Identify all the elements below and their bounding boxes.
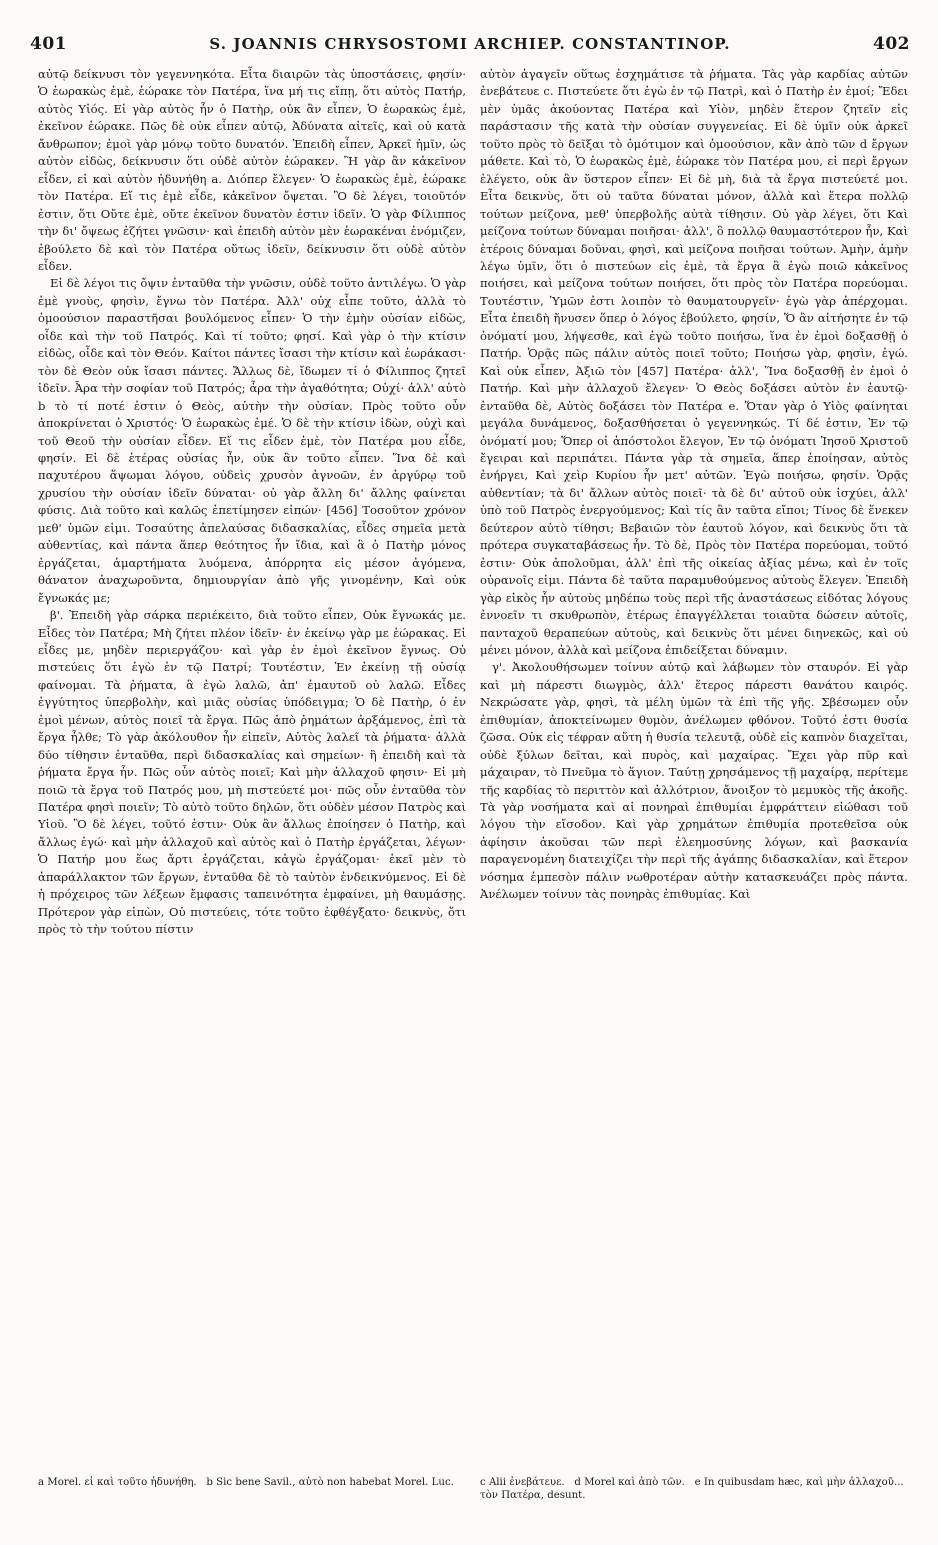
paragraph: Εἰ δὲ λέγοι τις ὄψιν ἐνταῦθα τὴν γνῶσιν, οὐδὲ τοῦτο ἀντιλέγω. Ὁ γὰρ ἐμὲ γνοὺς, φησὶν, ἔγνω τὸν Πατέρα. Ἀλλ' οὐχ εἶπε τοῦτο, ἀλλὰ τὸ ὁμοούσιον παραστῆσαι βουλόμενος εἶπεν· Ὁ τὴν ἐμὴν οὐσίαν εἰδὼς, οἶδε καὶ τὴν τοῦ Πατρός. Καὶ τί τοῦτο; φησί. Καὶ γὰρ ὁ τὴν κτίσιν εἰδὼς, οἶδε καὶ τὸν Θεόν. Καίτοι πάντες ἴσασι τὴν κτίσιν καὶ ἑωράκασι· τὸν δὲ Θεὸν οὐκ ἴσασι πάντες. Ἄλλως δὲ, ἴδωμεν τί ὁ Φίλιππος ζητεῖ ἰδεῖν. Ἆρα τὴν σοφίαν τοῦ Πατρός; ἆρα τὴν ἀγαθότητα; Οὐχί· ἀλλ' αὐτὸ b τὸ τί ποτέ ἐστιν ὁ Θεὸς, αὐτὴν τὴν οὐσίαν. Πρὸς τοῦτο οὖν ἀποκρίνεται ὁ Χριστός· Ὁ ἑωρακὼς ἐμέ. Ὁ δὲ τὴν κτίσιν ἰδὼν, οὐχὶ καὶ τοῦ Θεοῦ τὴν οὐσίαν εἶδεν. Εἴ τις εἶδεν ἐμὲ, τὸν Πατέρα μου εἶδε, φησίν. Εἰ δὲ ἑτέρας οὐσίας ἦν, οὐκ ἂν τοῦτο εἶπεν. Ἵνα δὲ καὶ παχυτέρου ἅψωμαι λόγου, οὐδεὶς χρυσὸν ἀγνοῶν, ἐν ἀργύρῳ τοῦ χρυσίου τὴν οὐσίαν ἰδεῖν δύναται· οὐ γὰρ ἄλλη δι' ἄλλης φαίνεται φύσις. Διὰ τοῦτο καὶ καλῶς ἐπετίμησεν εἰπών· [456] Τοσοῦτον χρόνον μεθ' ὑμῶν εἰμι. Τοσαύτης ἀπελαύσας διδασκαλίας, εἶδες σημεῖα μετὰ αὐθεντίας, καὶ πάντα ἅπερ θεότητος ἦν ἴδια, καὶ ἃ ὁ Πατὴρ μόνος ἐργάζεται, ἁμαρτήματα λυόμενα, ἀπόρρητα εἰς μέσον ἀγόμενα, θάνατον ἀναχωροῦντα, δημιουργίαν ἀπὸ γῆς γινομένην, Καὶ οὐκ ἔγνωκάς με; [38,276,466,605]
section-paragraph: β'. Ἐπειδὴ γὰρ σάρκα περιέκειτο, διὰ τοῦτο εἶπεν, Οὐκ ἔγνωκάς με. Εἶδες τὸν Πατέρα; Μὴ ζήτει πλέον ἰδεῖν· ἐν ἐκείνῳ γὰρ με ἑώρακας. Εἰ εἶδες με, μηδὲν περιεργάζου· καὶ γὰρ ἐν ἐμοὶ ἐκεῖνον ἔγνως. Οὐ πιστεύεις ὅτι ἐγὼ ἐν τῷ Πατρί; Τουτέστιν, Ἐν ἐκείνῃ τῇ οὐσίᾳ φαίνομαι. Τὰ ῥήματα, ἃ ἐγὼ λαλῶ, ἀπ' ἐμαυτοῦ οὐ λαλῶ. Εἶδες ἐγγύτητος ὑπερβολὴν, καὶ μιᾶς οὐσίας ὑπόδειγμα; Ὁ δὲ Πατὴρ, ὁ ἐν ἐμοὶ μένων, αὐτὸς ποιεῖ τὰ ἔργα. Πῶς ἀπὸ ῥημάτων ἀρξάμενος, ἐπὶ τὰ ἔργα ἦλθε; Τὸ γὰρ ἀκόλουθον ἦν εἰπεῖν, Αὐτὸς λαλεῖ τὰ ῥήματα· ἀλλὰ δύο τίθησιν ἐνταῦθα, περὶ διδασκαλίας καὶ σημείων· ἢ ἐπειδὴ καὶ τὰ ῥήματα ἔργα ἦν. Πῶς οὖν αὐτὸς ποιεῖ; Καὶ μὴν ἀλλαχοῦ φησιν· Εἰ μὴ ποιῶ τὰ ἔργα τοῦ Πατρός μου, μὴ πιστεύετέ μοι· πῶς οὖν ἐνταῦθα τὸν Πατέρα φησὶ ποιεῖν; Τὸ αὐτὸ τοῦτο δηλῶν, ὅτι οὐδὲν μέσον Πατρὸς καὶ Υἱοῦ. Ὃ δὲ λέγει, τοῦτό ἐστιν· Οὐκ ἂν ἄλλως ἐποίησεν ὁ Πατὴρ, καὶ ἄλλως ἐγώ· καὶ μὴν ἀλλαχοῦ καὶ αὐτὸς καὶ ὁ Πατὴρ ἐργάζεται, λέγων· Ὁ Πατήρ μου ἕως ἄρτι ἐργάζεται, κἀγὼ ἐργάζομαι· ἐκεῖ μὲν τὸ ἀπαράλλακτον τῶν ἔργων, ἐνταῦθα δὲ τὸ ταὐτὸν ἐνδεικνύμενος. Εἰ δὲ ἡ πρόχειρος τῶν λέξεων ἔμφασις ταπεινότητα ἐμφαίνει, μὴ θαυμάσῃς. Πρότερον γὰρ εἰπὼν, Οὐ πιστεύεις, τότε τοῦτο ἐφθέγξατο· δεικνὺς, ὅτι πρὸς τὸ τὴν τούτου πίστιν [38,608,466,937]
running-head [30,34,910,60]
right-column [480,66,908,904]
right-page-number: 402 [872,34,910,54]
paragraph: αὐτῷ δείκνυσι τὸν γεγεννηκότα. Εἶτα διαιρῶν τὰς ὑποστάσεις, φησίν· Ὁ ἑωρακὼς ἐμὲ, ἑώρακε τὸν Πατέρα, ἵνα μή τις εἴπῃ, ὅτι αὐτὸς Πατήρ, αὐτὸς Υἱός. Εἰ γὰρ αὐτὸς ἦν ὁ Πατὴρ, οὐκ ἂν εἶπεν, Ὁ ἑωρακὼς ἐμὲ, ἐκεῖνον ἑώρακε. Πῶς δὲ οὐκ εἶπεν αὐτῷ, Ἀδύνατα αἰτεῖς, καὶ οὐ κατὰ ἄνθρωπον; ἐμοὶ γὰρ μόνῳ τοῦτο δυνατόν. Ἐπειδὴ εἶπεν, Ἀρκεῖ ἡμῖν, ὡς αὐτὸν εἰδὼς, δείκνυσιν ὅτι οὐδὲ αὐτὸν ἑώρακεν. Ἢ γὰρ ἂν κἀκεῖνον εἶδεν, εἰ καὶ αὐτὸν ἠδυνήθη a. Διόπερ ἔλεγεν· Ὁ ἑωρακὼς ἐμὲ, ἑώρακε τὸν Πατέρα. Εἴ τις ἐμὲ εἶδε, κἀκεῖνον ὄψεται. Ὃ δὲ λέγει, τοιοῦτόν ἐστιν, ὅτι Οὔτε ἐμὲ, οὔτε ἐκεῖνον δυνατὸν ἐστιν ἰδεῖν. Ὁ γὰρ Φίλιππος τὴν δι' ὄψεως ἐζήτει γνῶσιν· καὶ ἐπειδὴ αὐτὸν μὲν ἑωρακέναι ἐνόμιζεν, ἐβούλετο δὲ καὶ τὸν Πατέρα οὕτως ἰδεῖν, δείκνυσιν ὅτι οὐδὲ αὐτὸν εἶδεν. [38,67,466,273]
footnote: a Morel. εἰ καὶ τοῦτο ἠδυνήθη. b Sic bene Savil., αὐτὸ non habebat Morel. Luc. [38,1477,454,1488]
running-title: S. JOANNIS CHRYSOSTOMI ARCHIEP. CONSTANTINOP. [209,35,731,53]
left-footnotes [38,1476,466,1489]
paragraph: αὐτὸν ἀγαγεῖν οὕτως ἐσχημάτισε τὰ ῥήματα. Τὰς γὰρ καρδίας αὐτῶν ἐνεβάτευε c. Πιστεύετε ὅτι ἐγὼ ἐν τῷ Πατρὶ, καὶ ὁ Πατὴρ ἐν ἐμοί; Ἔδει μὲν ὑμᾶς ἀκούοντας Πατέρα καὶ Υἱὸν, μηδὲν ἕτερον ζητεῖν εἰς παράστασιν τῆς κατὰ τὴν οὐσίαν συγγενείας. Εἰ δὲ ὑμῖν οὐκ ἀρκεῖ τοῦτο πρὸς τὸ δεῖξαι τὸ ὁμότιμον καὶ ὁμοούσιον, κἂν ἀπὸ τῶν d ἔργων μάθετε. Καὶ τὸ, Ὁ ἑωρακὼς ἐμὲ, ἑώρακε τὸν Πατέρα μου, εἰ περὶ ἔργων ἐλέγετο, οὐκ ἂν ὕστερον εἶπεν· Εἰ δὲ μὴ, διὰ τὰ ἔργα πιστεύετέ μοι. Εἶτα δεικνὺς, ὅτι οὐ ταῦτα δύναται μόνον, ἀλλὰ καὶ ἕτερα πολλῷ τούτων μείζονα, μεθ' ὑπερβολῆς αὐτὰ τίθησιν. Οὐ γὰρ λέγει, ὅτι Καὶ μείζονα τούτων δύναμαι ποιῆσαι· ἀλλ', ὃ πολλῷ θαυμαστότερον ἦν, Καὶ ἑτέροις δύναμαι δοῦναι, φησὶ, καὶ μείζονα ποιῆσαι τούτων. Ἀμὴν, ἀμὴν λέγω ὑμῖν, ὅτι ὁ πιστεύων εἰς ἐμὲ, τὰ ἔργα ἃ ἐγὼ ποιῶ κἀκεῖνος ποιήσει, καὶ μείζονα τούτων ποιήσει, ὅτι πρὸς τὸν Πατέρα πορεύομαι. Τουτέστιν, Ὑμῶν ἐστι λοιπὸν τὸ θαυματουργεῖν· ἐγὼ γὰρ ἀπέρχομαι. Εἶτα ἐπειδὴ ἤνυσεν ὅπερ ὁ λόγος ἐβούλετο, φησίν, Ὅ ἂν αἰτήσητε ἐν τῷ ὀνόματί μου, λήψεσθε, καὶ ἐγὼ τοῦτο ποιήσω, ἵνα ἐν ἐμοὶ δοξασθῇ ὁ Πατήρ. Ὁρᾷς πῶς πάλιν αὐτὸς ποιεῖ τοῦτο; Ποιήσω γὰρ, φησὶν, ἐγώ. Καὶ οὐκ εἶπεν, Ἀξιῶ τὸν [457] Πατέρα· ἀλλ', Ἵνα δοξασθῇ ἐν ἐμοὶ ὁ Πατήρ. Καὶ μὴν ἀλλαχοῦ ἔλεγεν· Ὁ Θεὸς δοξάσει αὐτὸν ἐν ἑαυτῷ· ἐνταῦθα δὲ, Αὐτὸς δοξάσει τὸν Πατέρα e. Ὅταν γὰρ ὁ Υἱὸς φαίνηται μεγάλα δυνάμενος, δοξασθήσεται ὁ γεγεννηκώς. Τί δέ ἐστιν, Ἐν τῷ ὀνόματί μου; Ὅπερ οἱ ἀπόστολοι ἔλεγον, Ἐν τῷ ὀνόματι Ἰησοῦ Χριστοῦ ἔγειραι καὶ περιπάτει. Πάντα γὰρ τὰ σημεῖα, ἅπερ ἐποίησαν, αὐτὸς ἐνήργει, Καὶ χεὶρ Κυρίου ἦν μετ' αὐτῶν. Ἐγὼ ποιήσω, φησίν. Ὁρᾷς αὐθεντίαν; τὰ δι' ἄλλων αὐτὸς ποιεῖ· τὰ δὲ δι' αὐτοῦ οὐκ ἰσχύει, ἀλλ' ὑπὸ τοῦ Πατρὸς ἐνεργούμενος; Καὶ τίς ἂν ταῦτα εἴποι; Τίνος δὲ ἕνεκεν δεύτερον αὐτὸ τίθησι; Βεβαιῶν τὸν ἑαυτοῦ λόγον, καὶ δεικνὺς ὅτι τὰ πρότερα συγκαταβάσεως ἦν. Τὸ δὲ, Πρὸς τὸν Πατέρα πορεύομαι, τοῦτό ἐστιν· Οὐκ ἀπολοῦμαι, ἀλλ' ἐπὶ τῆς οἰκείας ἀξίας μένω, καὶ ἐν τοῖς οὐρανοῖς εἰμι. Πάντα δὲ ταῦτα παραμυθούμενος αὐτοὺς ἔλεγεν. Ἐπειδὴ γὰρ εἰκὸς ἦν αὐτοὺς μηδέπω τοὺς περὶ τῆς ἀναστάσεως εἰδότας λόγους ἐννοεῖν τι σκυθρωπὸν, ἑτέρως ἐπαγγέλλεται τοιαῦτα δώσειν αὐτοῖς, πανταχοῦ θεραπεύων αὐτοὺς, καὶ δεικνὺς ὅτι μένει διηνεκῶς, καὶ οὐ μένει μόνον, ἀλλὰ καὶ μείζονα ἐπιδείξεται δύναμιν. [480,67,908,657]
footnote: c Alii ἐνεβάτευε. d Morel καὶ ἀπὸ τῶν. e In quibusdam hæc, καὶ μὴν ἀλλαχοῦ... τὸν Πατέρα, desunt. [480,1477,907,1501]
left-page-number: 401 [30,34,67,54]
right-footnotes [480,1476,908,1502]
section-paragraph: γ'. Ἀκολουθήσωμεν τοίνυν αὐτῷ καὶ λάβωμεν τὸν σταυρόν. Εἰ γὰρ καὶ μὴ πάρεστι διωγμὸς, ἀλλ' ἕτερος πάρεστι θανάτου καιρός. Νεκρώσατε γὰρ, φησὶ, τὰ μέλη ὑμῶν τὰ ἐπὶ τῆς γῆς. Σβέσωμεν οὖν ἐπιθυμίαν, ἀποκτείνωμεν θυμὸν, ἀνέλωμεν φθόνον. Τοῦτό ἐστι θυσία ζῶσα. Οὐκ εἰς τέφραν αὕτη ἡ θυσία τελευτᾷ, οὐδὲ εἰς καπνὸν διαχεῖται, οὐδὲ ξύλων δεῖται, καὶ πυρὸς, καὶ μαχαίρας. Ἔχει γὰρ πῦρ καὶ μάχαιραν, τὸ Πνεῦμα τὸ ἅγιον. Ταύτῃ χρησάμενος τῇ μαχαίρᾳ, περίτεμε τῆς καρδίας τὸ περιττὸν καὶ ἀλλότριον, ἄνοιξον τὸ μεμυκὸς τῆς ἀκοῆς. Τὰ γὰρ νοσήματα καὶ αἱ πονηραὶ ἐπιθυμίαι ἐμφράττειν εἰώθασι τοῦ λόγου τὴν εἴσοδον. Καὶ γὰρ χρημάτων ἐπιθυμία προτεθεῖσα οὐκ ἀφίησιν ἀκοῦσαι τῶν περὶ ἐλεημοσύνης λόγων, καὶ βασκανία παραγενομένη διατειχίζει τὴν περὶ τῆς ἀγάπης διδασκαλίαν, καὶ ἕτερον νόσημα ἐμπεσὸν πάλιν νωθροτέραν αὐτὴν κατασκευάζει πρὸς πάντα. Ἀνέλωμεν τοίνυν τὰς πονηρὰς ἐπιθυμίας. Καὶ [480,660,908,902]
left-column [38,66,466,939]
